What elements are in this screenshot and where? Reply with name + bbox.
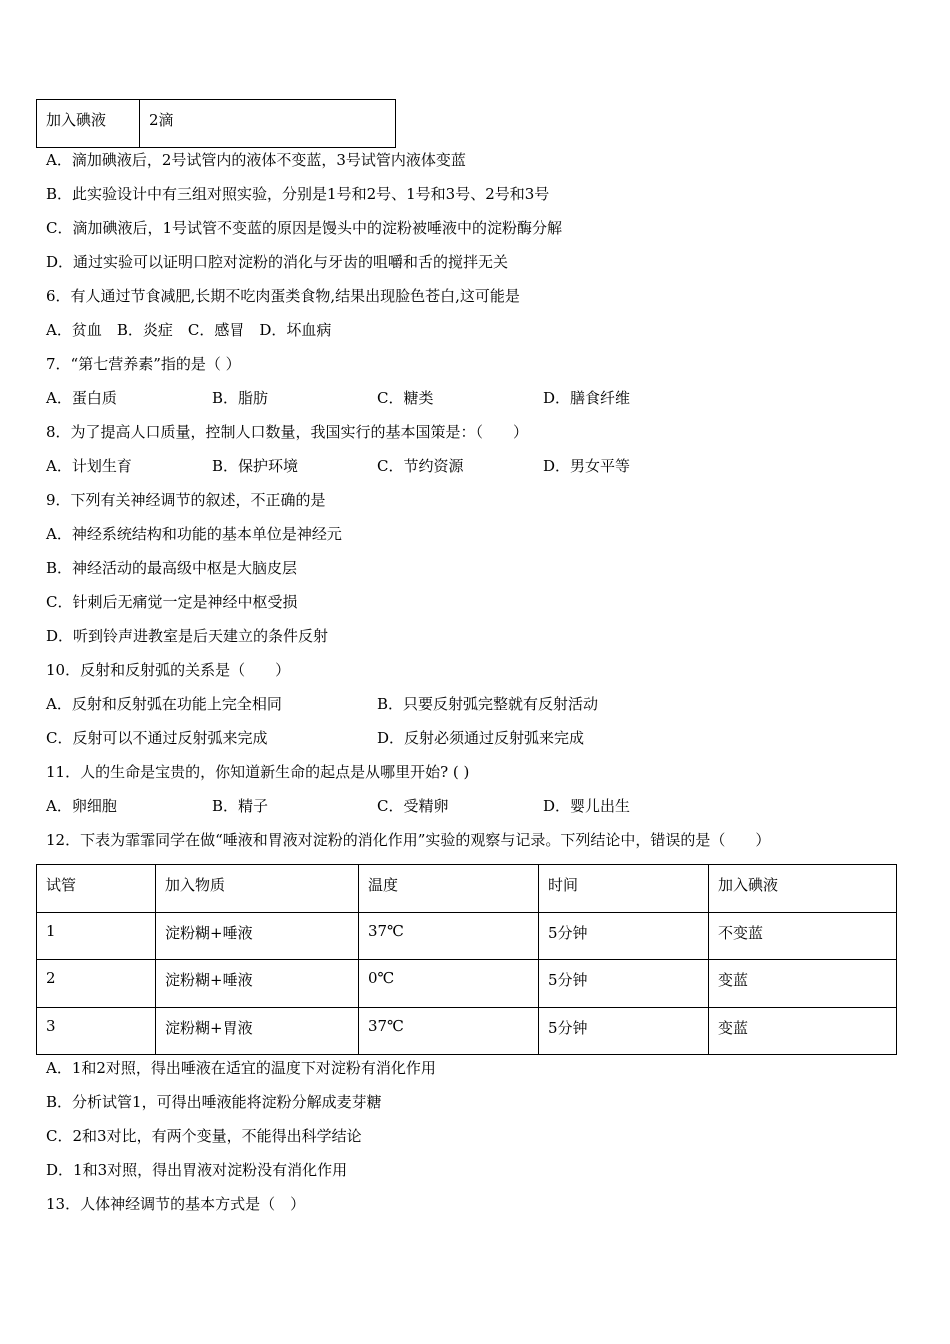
q10-option-c: C．反射可以不通过反射弧来完成	[46, 729, 268, 747]
q11-option-d: D．婴儿出生	[543, 797, 631, 815]
q7-option-a: A．蛋白质	[46, 389, 117, 407]
q9-option-a: A．神经系统结构和功能的基本单位是神经元	[46, 525, 342, 543]
q13-stem: 13．人体神经调节的基本方式是（ ）	[46, 1195, 306, 1213]
table-cell: 5分钟	[539, 1007, 709, 1055]
q5-option-c: C．滴加碘液后，1号试管不变蓝的原因是馒头中的淀粉被唾液中的淀粉酶分解	[46, 219, 563, 237]
table-cell: 1	[37, 912, 156, 960]
q8-options	[46, 456, 846, 476]
table-cell: 淀粉糊+唾液	[156, 960, 359, 1008]
q9-option-c: C．针刺后无痛觉一定是神经中枢受损	[46, 593, 298, 611]
table-cell: 5分钟	[539, 960, 709, 1008]
table-cell: 37℃	[359, 912, 539, 960]
table-cell: 变蓝	[709, 960, 897, 1008]
q11-option-b: B．精子	[212, 797, 269, 815]
q12-stem: 12．下表为霏霏同学在做“唾液和胃液对淀粉的消化作用”实验的观察与记录。下列结论中，错误的是（ ）	[46, 831, 771, 849]
q11-options	[46, 796, 846, 816]
table-cell: 不变蓝	[709, 912, 897, 960]
q5-option-b: B．此实验设计中有三组对照实验，分别是1号和2号、1号和3号、2号和3号	[46, 185, 550, 203]
q12-option-a: A．1和2对照，得出唾液在适宜的温度下对淀粉有消化作用	[46, 1059, 436, 1077]
q11-option-c: C．受精卵	[377, 797, 449, 815]
experiment-table	[36, 864, 897, 1055]
table-header-cell: 加入碘液	[709, 865, 897, 913]
q8-option-a: A．计划生育	[46, 457, 132, 475]
table-header-cell: 时间	[539, 865, 709, 913]
q8-stem: 8．为了提高人口质量，控制人口数量，我国实行的基本国策是：（ ）	[46, 423, 529, 441]
q12-option-d: D．1和3对照，得出胃液对淀粉没有消化作用	[46, 1161, 348, 1179]
q6-options: A．贫血 B．炎症 C．感冒 D．坏血病	[46, 321, 332, 339]
q8-option-c: C．节约资源	[377, 457, 464, 475]
table-header-cell: 加入物质	[156, 865, 359, 913]
q7-option-b: B．脂肪	[212, 389, 269, 407]
q8-option-d: D．男女平等	[543, 457, 631, 475]
q9-stem: 9．下列有关神经调节的叙述，不正确的是	[46, 491, 326, 509]
table-cell: 淀粉糊+唾液	[156, 912, 359, 960]
table-header-cell: 温度	[359, 865, 539, 913]
table-cell: 淀粉糊+胃液	[156, 1007, 359, 1055]
q9-option-b: B．神经活动的最高级中枢是大脑皮层	[46, 559, 298, 577]
q8-option-b: B．保护环境	[212, 457, 299, 475]
q12-option-b: B．分析试管1，可得出唾液能将淀粉分解成麦芽糖	[46, 1093, 382, 1111]
table-cell: 加入碘液	[37, 100, 140, 148]
q5-option-a: A．滴加碘液后，2号试管内的液体不变蓝，3号试管内液体变蓝	[46, 151, 466, 169]
q6-stem: 6．有人通过节食减肥,长期不吃肉蛋类食物,结果出现脸色苍白,这可能是	[46, 287, 520, 305]
table-cell: 2滴	[140, 100, 396, 148]
q7-option-d: D．膳食纤维	[543, 389, 631, 407]
q10-stem: 10．反射和反射弧的关系是（ ）	[46, 661, 291, 679]
table-row	[37, 912, 897, 960]
table-header-cell: 试管	[37, 865, 156, 913]
q11-option-a: A．卵细胞	[46, 797, 117, 815]
table-row	[37, 100, 396, 148]
q11-stem: 11．人的生命是宝贵的，你知道新生命的起点是从哪里开始? ( )	[46, 763, 470, 781]
q12-option-c: C．2和3对比，有两个变量，不能得出科学结论	[46, 1127, 362, 1145]
q7-options	[46, 388, 846, 408]
table-header-row	[37, 865, 897, 913]
table-cell: 5分钟	[539, 912, 709, 960]
q10-options-row2	[46, 728, 846, 748]
q7-option-c: C．糖类	[377, 389, 434, 407]
q5-option-d: D．通过实验可以证明口腔对淀粉的消化与牙齿的咀嚼和舌的搅拌无关	[46, 253, 509, 271]
table-row	[37, 1007, 897, 1055]
table-cell: 2	[37, 960, 156, 1008]
q10-options-row1	[46, 694, 846, 714]
table-cell: 37℃	[359, 1007, 539, 1055]
table-row	[37, 960, 897, 1008]
q10-option-d: D．反射必须通过反射弧来完成	[377, 729, 585, 747]
iodine-table-fragment	[36, 99, 396, 148]
table-cell: 变蓝	[709, 1007, 897, 1055]
q10-option-a: A．反射和反射弧在功能上完全相同	[46, 695, 282, 713]
table-cell: 3	[37, 1007, 156, 1055]
q10-option-b: B．只要反射弧完整就有反射活动	[377, 695, 599, 713]
q7-stem: 7．“第七营养素”指的是（ ）	[46, 355, 241, 373]
q9-option-d: D．听到铃声进教室是后天建立的条件反射	[46, 627, 329, 645]
table-cell: 0℃	[359, 960, 539, 1008]
